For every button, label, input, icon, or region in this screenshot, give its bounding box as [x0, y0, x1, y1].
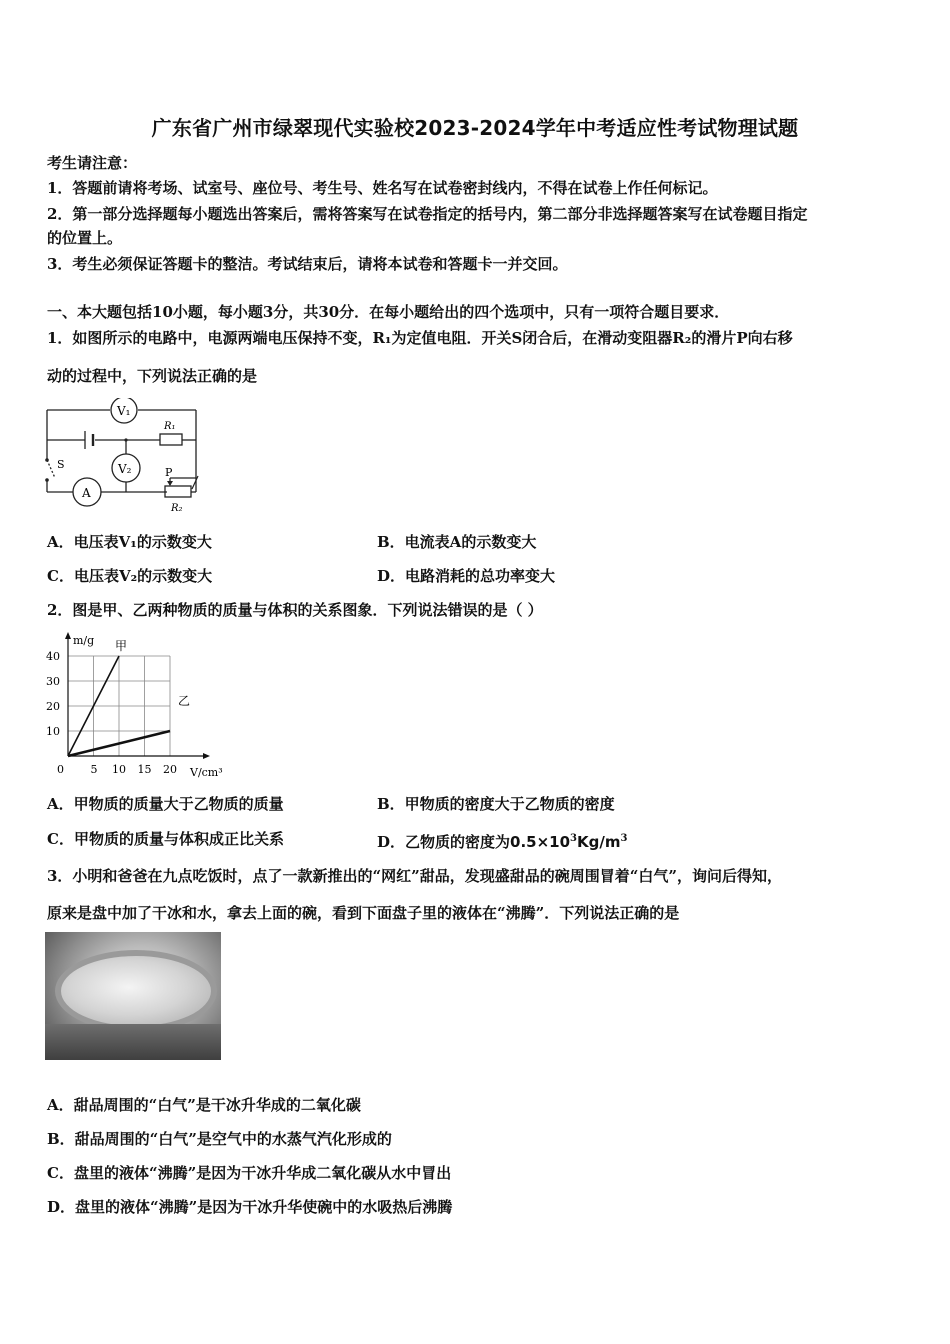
q3-option-a: A．甜品周围的“白气”是干冰升华成的二氧化碳 [47, 1096, 361, 1114]
notice-item-1: 1．答题前请将考场、试室号、座位号、考生号、姓名写在试卷密封线内，不得在试卷上作任何标记。 [47, 179, 718, 197]
y-tick-label: 40 [46, 650, 60, 663]
q1-stem-line2: 动的过程中，下列说法正确的是 [47, 367, 258, 385]
notice-heading: 考生请注意： [47, 154, 138, 172]
q2-option-d-exp: 3 [570, 833, 577, 844]
q1-option-c: C．电压表V₂的示数变大 [47, 567, 213, 585]
q3-stem-line2: 原来是盘中加了干冰和水，拿去上面的碗，看到下面盘子里的液体在“沸腾”．下列说法正确的是 [47, 904, 680, 922]
q2-option-b: B．甲物质的密度大于乙物质的密度 [377, 795, 615, 813]
x-axis-arrow [203, 753, 210, 759]
q3-option-d: D．盘里的液体“沸腾”是因为干冰升华使碗中的水吸热后沸腾 [47, 1198, 453, 1216]
switch-label: S [57, 458, 65, 471]
q2-option-d-prefix: D．乙物质的密度为 [377, 833, 511, 851]
series-label-jia: 甲 [115, 639, 128, 653]
q3-option-b: B．甜品周围的“白气”是空气中的水蒸气汽化形成的 [47, 1130, 392, 1148]
notice-item-2-cont: 的位置上。 [47, 229, 123, 247]
r1-resistor [160, 434, 182, 445]
q3-stem-line1: 3．小明和爸爸在九点吃饭时，点了一款新推出的“网红”甜品，发现盛甜品的碗周围冒着“白气”，询问后得知， [47, 867, 782, 885]
y-tick-label: 30 [46, 675, 60, 688]
q2-stem: 2．图是甲、乙两种物质的质量与体积的关系图象．下列说法错误的是（ ） [47, 601, 543, 619]
series-label-yi: 乙 [178, 694, 191, 708]
notice-item-3: 3．考生必须保证答题卡的整洁。考试结束后，请将本试卷和答题卡一并交回。 [47, 255, 568, 273]
q2-option-d-unit-exp: 3 [620, 833, 628, 844]
page-title: 广东省广州市绿翠现代实验校2023-2024学年中考适应性考试物理试题 [151, 116, 799, 140]
q2-option-d-value: 0.5×10 [510, 833, 571, 851]
x-tick-label: 15 [137, 763, 152, 776]
y-axis-arrow [65, 632, 71, 639]
x-tick-label: 10 [112, 763, 126, 776]
v1-label: V₁ [117, 404, 131, 418]
y-axis-label: m/g [73, 634, 95, 647]
q1-circuit-diagram [40, 398, 205, 516]
x-axis-label: V/cm³ [190, 766, 223, 779]
q2-option-d [377, 829, 627, 852]
y-tick-label: 10 [46, 725, 60, 738]
q1-stem-line1: 1．如图所示的电路中，电源两端电压保持不变，R₁为定值电阻．开关S闭合后，在滑动变阻器R₂的滑片P向右移 [47, 329, 793, 347]
q2-option-a: A．甲物质的质量大于乙物质的质量 [47, 795, 284, 813]
ammeter-label: A [82, 486, 91, 500]
r2-resistor [165, 486, 191, 497]
q1-option-a: A．电压表V₁的示数变大 [47, 533, 212, 551]
v2-label: V₂ [118, 462, 132, 476]
x-tick-label: 5 [90, 763, 98, 776]
x-tick-label: 20 [163, 763, 177, 776]
r2-label: R₂ [171, 503, 183, 514]
dessert-bowl-photo [45, 932, 221, 1060]
r1-label: R₁ [164, 421, 176, 432]
y-tick-label: 20 [46, 700, 60, 713]
q2-option-c: C．甲物质的质量与体积成正比关系 [47, 830, 284, 848]
slider-label: P [165, 466, 173, 479]
q3-option-c: C．盘里的液体“沸腾”是因为干冰升华成二氧化碳从水中冒出 [47, 1164, 452, 1182]
q1-option-b: B．电流表A的示数变大 [377, 533, 537, 551]
notice-item-2: 2．第一部分选择题每小题选出答案后，需将答案写在试卷指定的括号内，第二部分非选择题答案写在试卷题目指定 [47, 205, 808, 223]
q2-mass-volume-chart [40, 630, 240, 780]
section-1-heading: 一、本大题包括10小题，每小题3分，共30分．在每小题给出的四个选项中，只有一项符合题目要求． [47, 303, 730, 321]
q1-option-d: D．电路消耗的总功率变大 [377, 567, 556, 585]
q2-option-d-unit: Kg/m [577, 833, 621, 851]
x-tick-label: 0 [57, 763, 64, 776]
